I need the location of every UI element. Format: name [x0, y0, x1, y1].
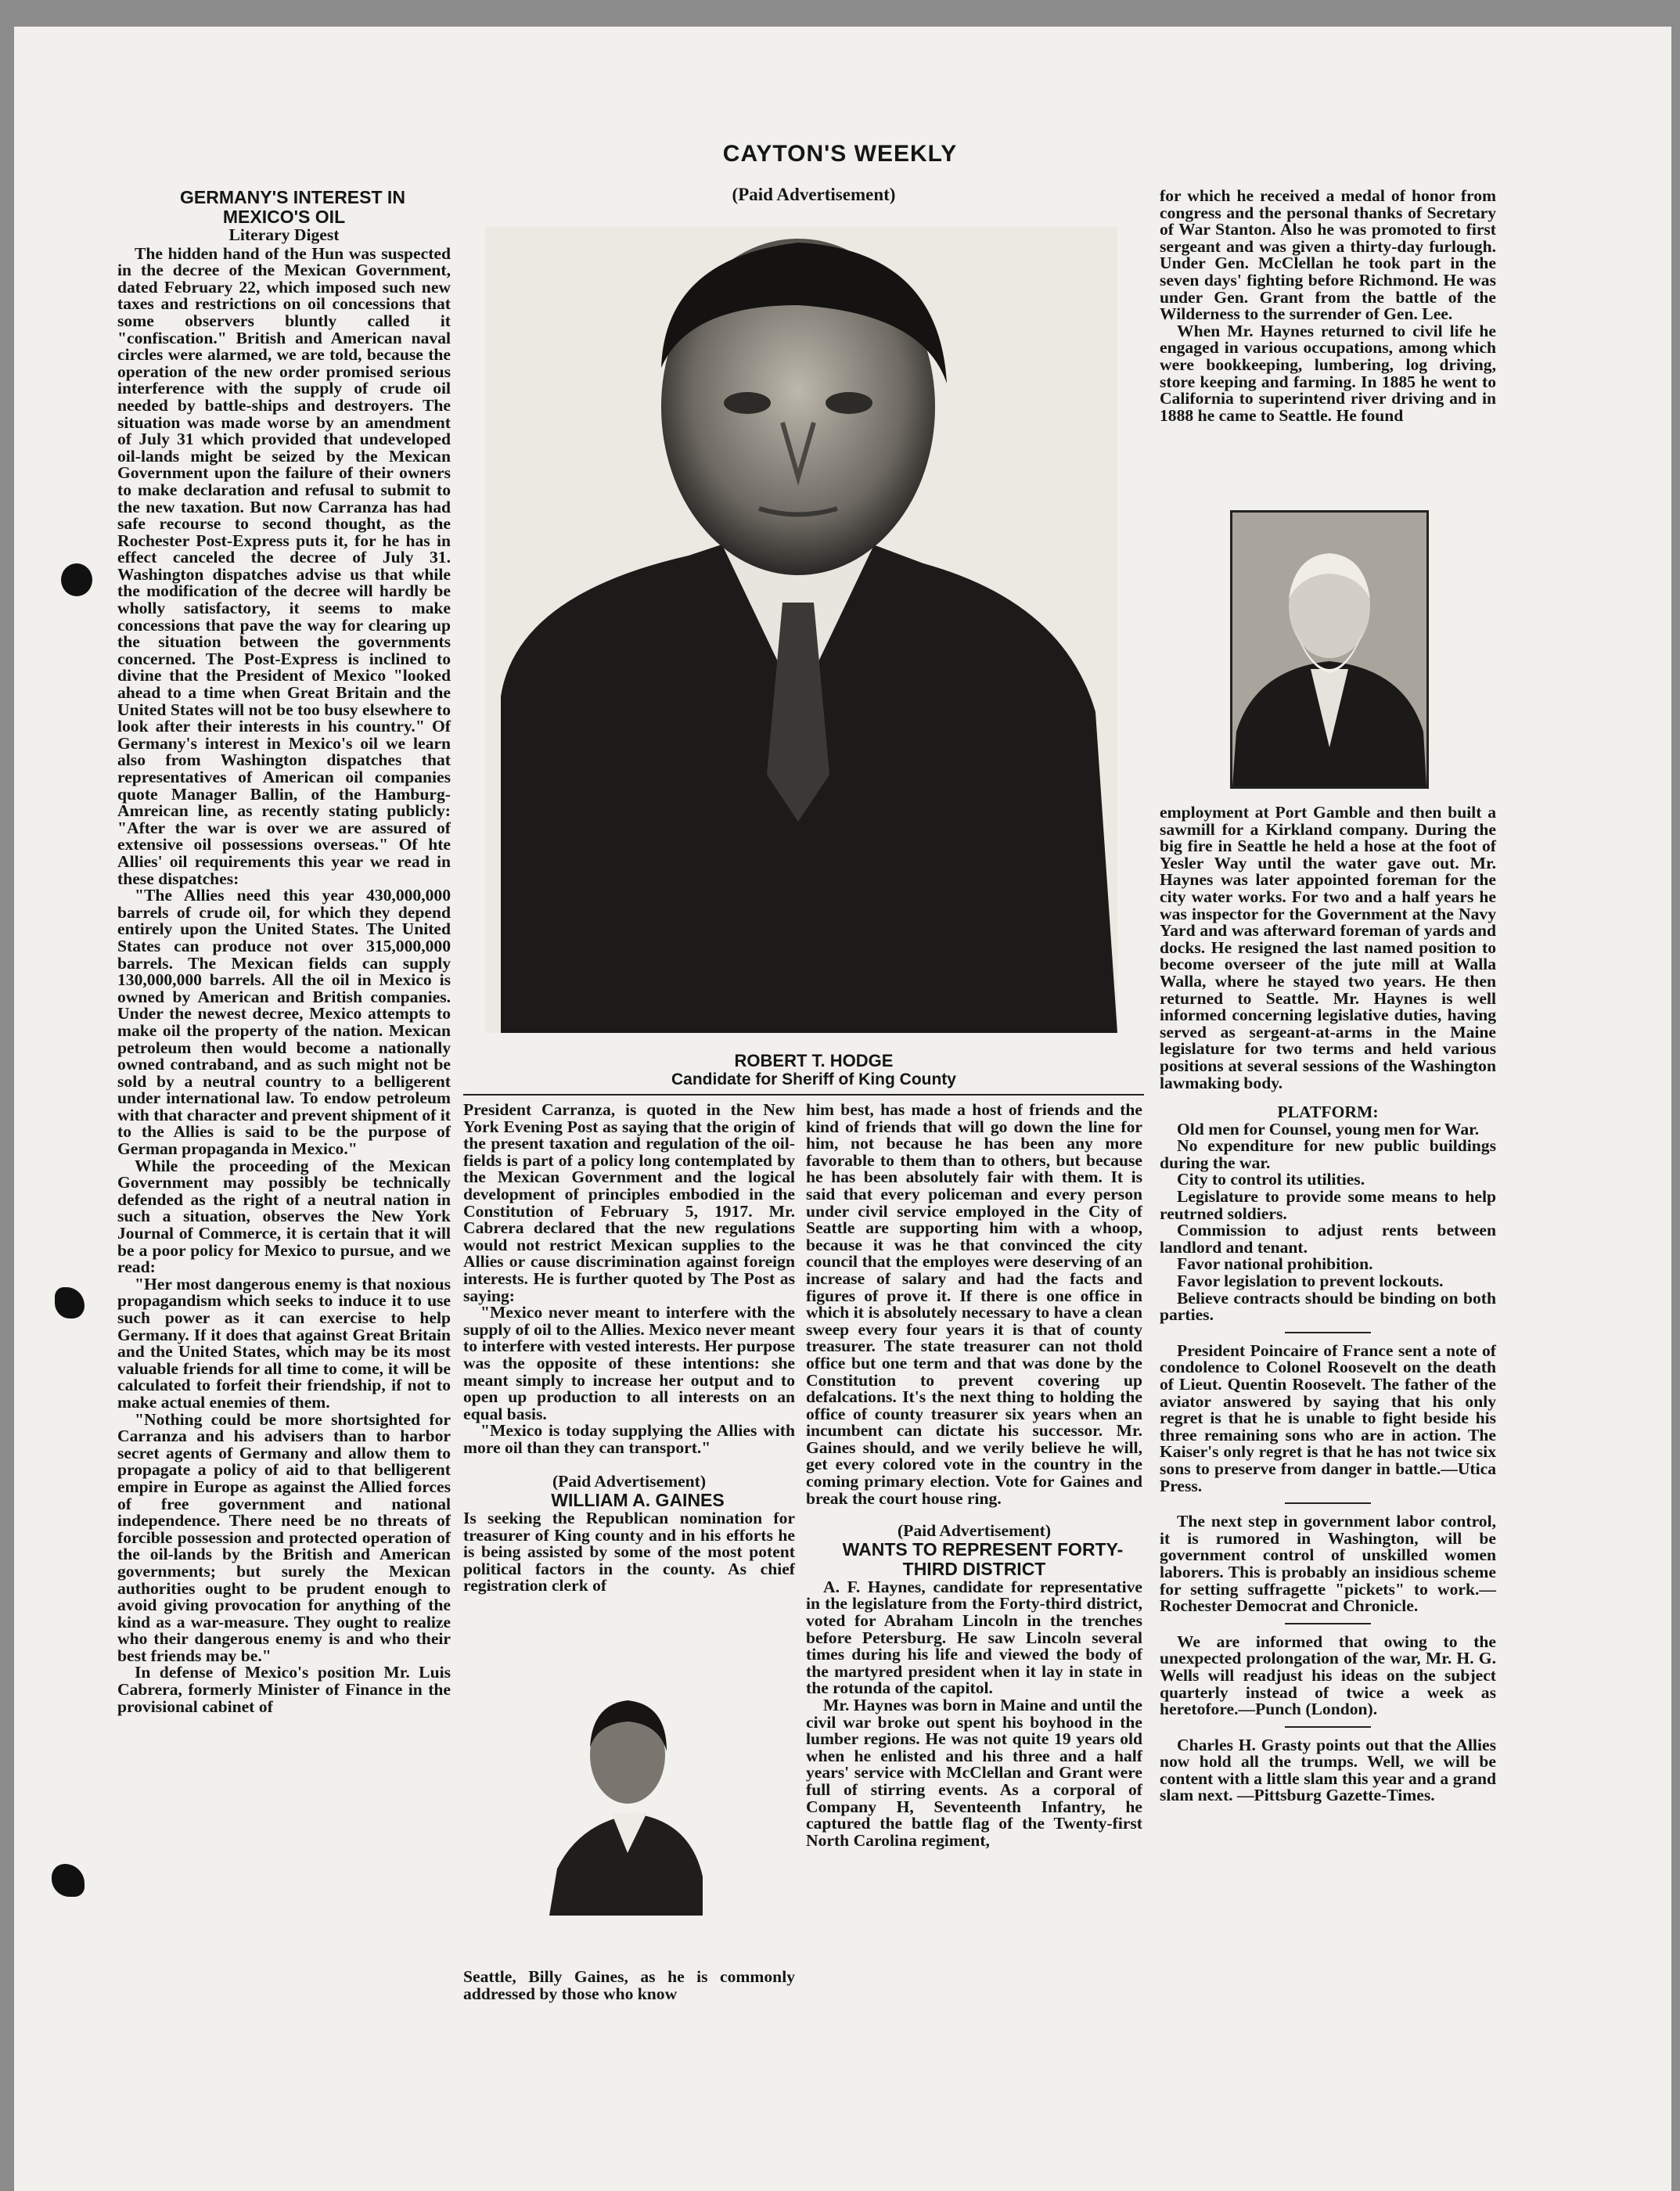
gaines-name: WILLIAM A. GAINES [551, 1490, 725, 1511]
divider [1285, 1623, 1371, 1624]
paragraph: President Carranza, is quoted in the New York Evening Post as saying that the origin of the present taxation and regulation of the oil-fields is part of a policy long contemplated by the Mexican Government and the logical development of principles embodied in the Constitution of February 5, 1917. Mr. Cabrera declared that the new regulations would not restrict Mexican supplies to the Allies or cause discrimination against foreign interests. He is further quoted by The Post as saying: [463, 1100, 795, 1305]
paragraph: "Her most dangerous enemy is that noxious propagandism which seeks to induce it to use such power as it can exercise to help Germany. If it does that against Great Britain and the United States, which may be its most valuable friends for all time to come, it will be calculated to forfeit their friendship, if not to make actual enemies of them. [117, 1274, 451, 1412]
paragraph: "Mexico never meant to interfere with the supply of oil to the Allies. Mexico never meant to interfere with vested interests. Her purpose was the opposite of these intentions: she meant simply to increase her output and to open up production to all interests on an equal basis. [463, 1303, 795, 1423]
news-item: Charles H. Grasty points out that the Allies now hold all the trumps. Well, we will be content with a little slam this year and a grand slam next. —Pittsburg Gazette-Times. [1160, 1735, 1496, 1805]
paragraph: "Mexico is today supplying the Allies with more oil than they can transport." [463, 1421, 795, 1457]
haynes-portrait [1230, 510, 1429, 789]
paragraph: A. F. Haynes, candidate for representative in the legislature from the Forty-third district, voted for Abraham Lincoln in the trenches before Petersburg. He saw Lincoln several times during his life and viewed the body of the martyred president when it lay in state in the rotunda of the capitol. [806, 1577, 1142, 1698]
paragraph: "The Allies need this year 430,000,000 barrels of crude oil, for which they depend entirely upon the United States. The United States can produce not over 315,000,000 barrels. The Mexican fields can supply 130,000,000 barrels. All the oil in Mexico is owned by American and British companies. Under the newest decree, Mexico attempts to make oil the property of the nation. Mexican petroleum then would become a nationally owned contraband, and as such might not be sold by a neutral country to a belligerent under international law. To endow petroleum with that character and prevent shipment of it to the Allies is said to be the purpose of German propaganda in Mexico." [117, 886, 451, 1159]
divider [1285, 1502, 1371, 1504]
divider [1285, 1726, 1371, 1728]
divider [1285, 1332, 1371, 1333]
platform-item: No expenditure for new public buildings during the war. [1160, 1136, 1496, 1172]
hodge-subtitle: Candidate for Sheriff of King County [671, 1070, 956, 1088]
paragraph: When Mr. Haynes returned to civil life he engaged in various occupations, among which were bookkeeping, lumbering, log driving, store keeping and farming. In 1885 he went to California to superintend river driving and in 1888 he came to Seattle. He found [1160, 321, 1496, 425]
portrait-icon [1232, 513, 1426, 786]
paragraph: In defense of Mexico's position Mr. Luis Cabrera, formerly Minister of Finance in the provisional cabinet of [117, 1663, 451, 1716]
haynes-ad-label: (Paid Advertisement) [897, 1521, 1052, 1541]
haynes-title: WANTS TO REPRESENT FORTY-THIRD DISTRICT [842, 1538, 1124, 1579]
article-source: Literary Digest [228, 225, 340, 244]
portrait-icon [549, 1681, 706, 1916]
platform-title: PLATFORM: [1277, 1103, 1379, 1122]
news-item: President Poincaire of France sent a note of condolence to Colonel Roosevelt on the death of Lieut. Quentin Roosevelt. The father of the aviator answered by saying that his only regret is that he is unable to fight beside his three remaining sons who are in action. The Kaiser's only regret is that he has not twice six sons to preserve from danger in battle.—Utica Press. [1160, 1340, 1496, 1495]
column-3 [806, 1102, 1142, 1849]
platform-item: Favor national prohibition. [1177, 1254, 1373, 1274]
platform-item: City to control its utilities. [1177, 1170, 1365, 1189]
gaines-bottom [463, 1969, 795, 2002]
platform-item: Old men for Counsel, young men for War. [1177, 1119, 1480, 1139]
platform-item: Commission to adjust rents between landlord and tenant. [1160, 1221, 1496, 1257]
paragraph: for which he received a medal of honor from congress and the personal thanks of Secretary of War Stanton. Also he was promoted to first sergeant and was given a thirty-day furlough. Under Gen. McClellan he took part in the seven days' fighting before Richmond. He was under Gen. Grant from the battle of the Wilderness to the surrender of Gen. Lee. [1160, 186, 1496, 324]
hodge-ad-label: (Paid Advertisement) [732, 185, 896, 204]
platform-item: Legislature to provide some means to help reutrned soldiers. [1160, 1187, 1496, 1223]
news-item: The next step in government labor control, it is rumored in Washington, will be government control of unskilled women laborers. This is probably an insidious scheme for setting suffragette "pickets" to work.—Rochester Democrat and Chronicle. [1160, 1512, 1496, 1616]
hodge-caption [469, 1052, 1158, 1089]
paragraph: him best, has made a host of friends and the kind of friends that will go down the line for him, not because he has been any more favorable to them than to others, but because he has been absolutely fair with them. It is said that every policeman and every person under civil service employed in the City of Seattle are supporting him with a whoop, because it was he that convinced the city council that the employes were deserving of an increase of salary and had the facts and figures of prove it. If there is one office in which it is absolutely necessary to have a clean sweep every four years it is that of county treasurer. The state treasurer can not thold office but one term and that was done by the Constitution to prevent covering up defalcations. It's the next thing to holding the office of county treasurer six years when an incumbent can dictate his successor. Mr. Gaines should, and we verily believe he will, get every colored vote in the country in the coming primary election. Vote for Gaines and break the court house ring. [806, 1100, 1142, 1508]
paragraph: "Nothing could be more shortsighted for Carranza and his advisers than to harbor secret agents of Germany and allow them to propagate a policy of aid to that belligerent empire in Europe as against the Allied forces of free government and national independence. There need be no threats of forcible possession and protected operation of the oil-lands by the British and American governments; but surely the Mexican authorities ought to be prudent enough to avoid giving provocation for anything of the kind as a war-measure. They ought to realize who their dangerous enemy is and who their best friends may be." [117, 1409, 451, 1665]
paragraph: While the proceeding of the Mexican Government may possibly be technically defended as the right of a neutral nation in such a situation, observes the New York Journal of Commerce, it is certain that it will be a poor policy for Mexico to pursue, and we read: [117, 1156, 451, 1277]
paragraph: Seattle, Billy Gaines, as he is commonly addressed by those who know [463, 1967, 795, 2003]
hodge-portrait [485, 227, 1117, 1033]
column-1 [117, 188, 451, 1715]
platform-item: Believe contracts should be binding on both parties. [1160, 1288, 1496, 1325]
gaines-portrait [549, 1681, 706, 1916]
platform-item: Favor legislation to prevent lockouts. [1177, 1272, 1444, 1291]
paragraph: Mr. Haynes was born in Maine and until the civil war broke out spent his boyhood in the lumber regions. He was not quite 19 years old when he enlisted and his three and a half years' service with McClellan and Grant were full of stirring events. As a corporal of Company H, Seventeenth Infantry, he captured the battle flag of the Twenty-first North Carolina regiment, [806, 1696, 1142, 1850]
column-2 [463, 1102, 795, 1595]
gaines-ad-label: (Paid Advertisement) [552, 1472, 707, 1491]
masthead: CAYTON'S WEEKLY [722, 141, 958, 167]
divider [463, 1094, 1144, 1096]
paragraph: Is seeking the Republican nomination for treasurer of King county and in his efforts he is being assisted by some of the most potent political factors in the county. As chief registration clerk of [463, 1509, 795, 1596]
paragraph: The hidden hand of the Hun was suspected in the decree of the Mexican Government, dated February 22, which imposed such new taxes and restrictions on oil concessions that some observers bluntly called it "confiscation." British and American naval circles were alarmed, we are told, because the operation of the new order promised serious interference with the supply of crude oil needed by battle-ships and destroyers. The situation was made worse by an amendment of July 31 which provided that undeveloped oil-lands might be seized by the Mexican Government upon the failure of their owners to make declaration and refusal to submit to the new taxation. But now Carranza has had safe recourse to second thought, as the Rochester Post-Express puts it, for he has in effect canceled the decree of July 31. Washington dispatches advise us that while the modification of the decree will hardly be wholly satisfactory, it seems to make concessions that pave the way for clearing up the situation between the governments concerned. The Post-Express is inclined to divine that the President of Mexico "looked ahead to a time when Great Britain and the United States will not be too busy elsewhere to look after their interests in his country." Of Germany's interest in Mexico's oil we learn also from Washington dispatches that representatives of American oil companies quote Manager Ballin, of the Hamburg-Amreican line, as recently stating publicly: "After the war is over we are assured of extensive oil possessions overseas." Of hte Allies' oil requirements this year we read in these dispatches: [117, 243, 451, 888]
news-item: We are informed that owing to the unexpected prolongation of the war, Mr. H. G. Wells will readjust his ideas on the subject quarterly instead of twice a week as heretofore.—Punch (London). [1160, 1632, 1496, 1719]
column-4-lower [1160, 804, 1496, 1804]
portrait-icon [485, 227, 1117, 1033]
ink-blot [61, 563, 92, 596]
article-title: GERMANY'S INTEREST IN MEXICO'S OIL [180, 187, 405, 227]
hodge-name: ROBERT T. HODGE [734, 1051, 894, 1070]
column-4 [1160, 188, 1496, 424]
paragraph: employment at Port Gamble and then built a sawmill for a Kirkland company. During the big fire in Seattle he held a hose at the foot of Yesler Way until the water gave out. Mr. Haynes was later appointed foreman for the city water works. For two and a half years he was inspector for the Government at the Navy Yard and was afterward foreman of yards and docks. He resigned the last named position to become overseer of the jute mill at Walla Walla, where he stayed two years. He then returned to Seattle. Mr. Haynes is well informed concerning legislative duties, having served as sergeant-at-arms in the Maine legislature for two terms and held various positions at several sessions of the Washington lawmaking body. [1160, 803, 1496, 1092]
